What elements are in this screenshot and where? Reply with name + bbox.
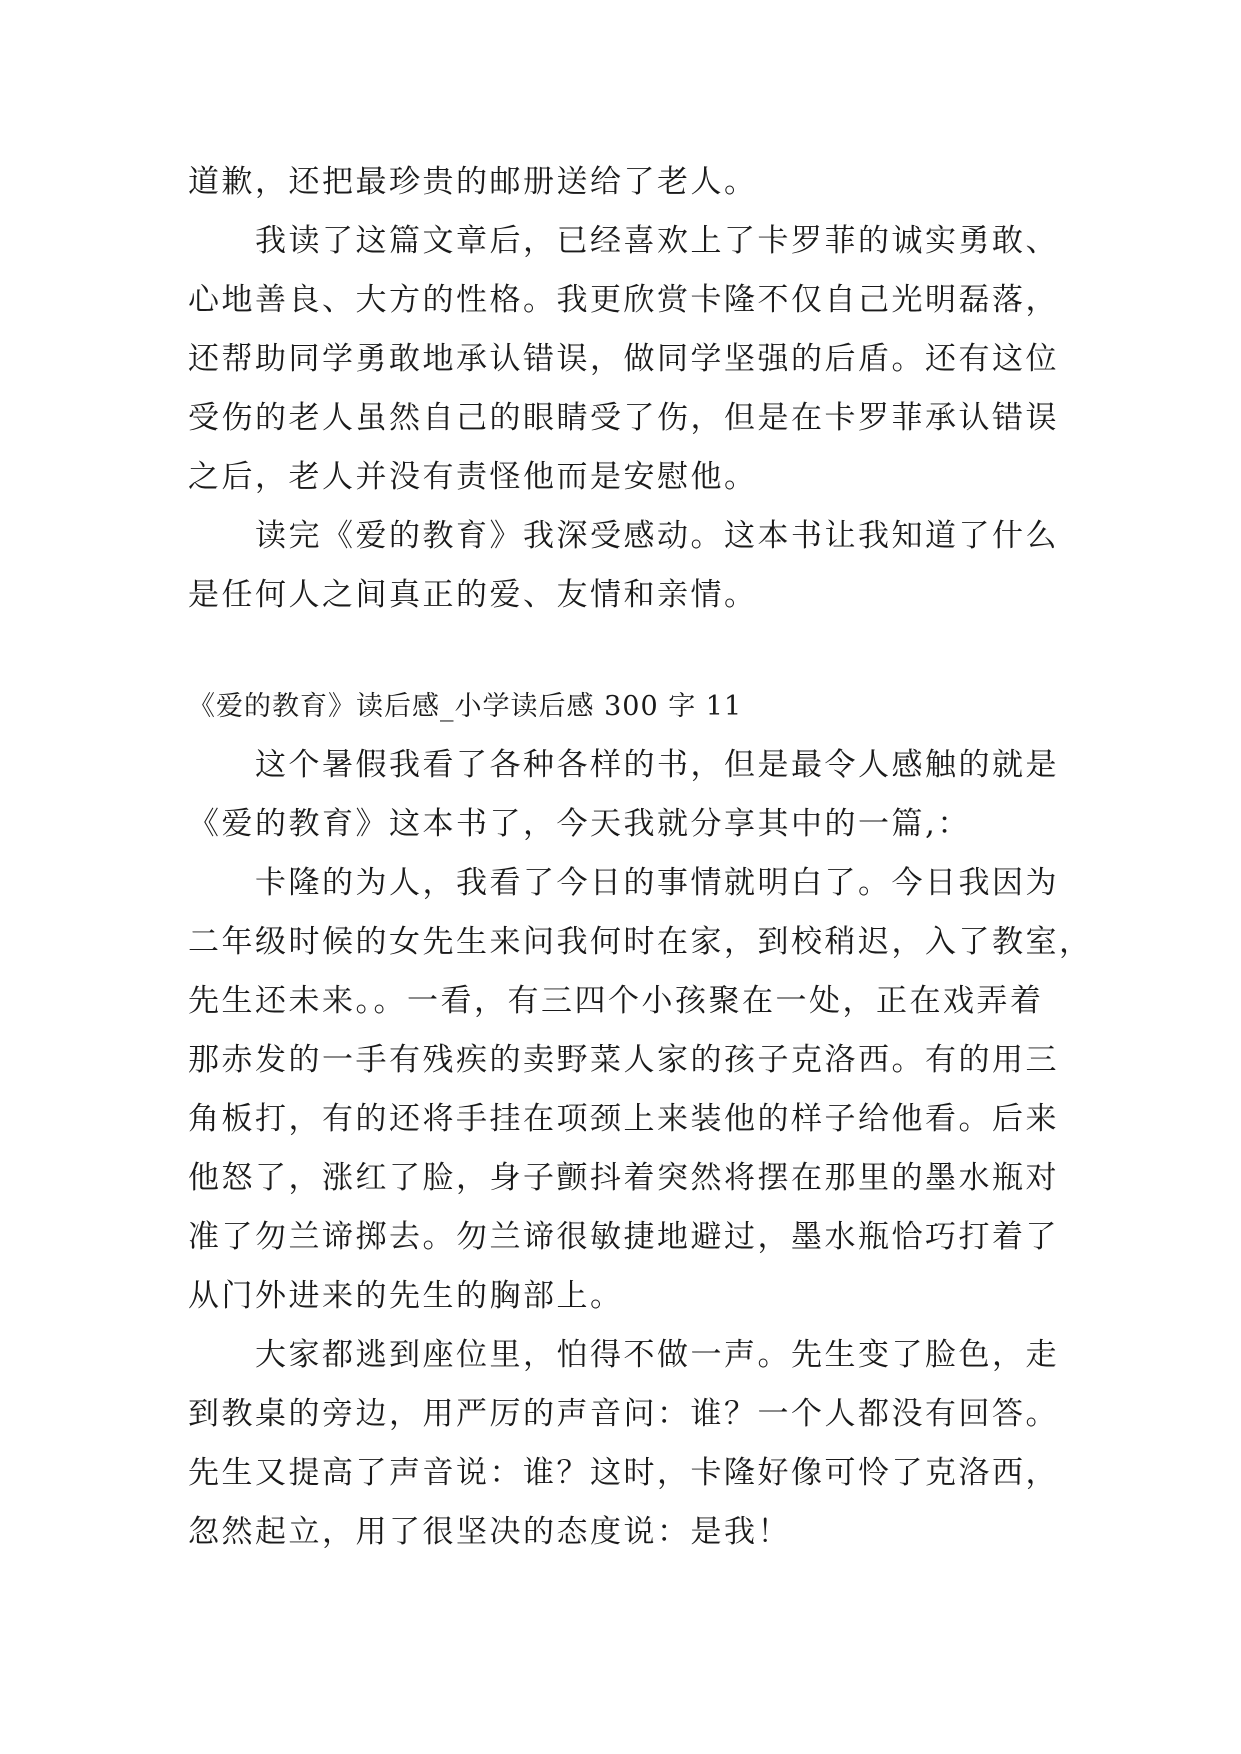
text-line: 读完《爱的教育》我深受感动。这本书让我知道了什么	[255, 518, 1059, 554]
text-line: 大家都逃到座位里，怕得不做一声。先生变了脸色，走	[255, 1337, 1059, 1373]
text-line: 是任何人之间真正的爱、友情和亲情。	[188, 577, 758, 613]
text-line: 先生还未来。。一看，有三四个小孩聚在一处，正在戏弄着	[188, 983, 1044, 1019]
text-line: 他怒了，涨红了脸，身子颤抖着突然将摆在那里的墨水瓶对	[188, 1160, 1059, 1196]
text-line: 那赤发的一手有残疾的卖野菜人家的孩子克洛西。有的用三	[188, 1042, 1059, 1078]
text-line: 卡隆的为人，我看了今日的事情就明白了。今日我因为	[255, 865, 1059, 901]
text-line: 受伤的老人虽然自己的眼睛受了伤，但是在卡罗菲承认错误	[188, 400, 1059, 436]
paragraph	[188, 153, 1148, 212]
text-line: 准了勿兰谛掷去。勿兰谛很敏捷地避过，墨水瓶恰巧打着了	[188, 1219, 1059, 1255]
text-line: 从门外进来的先生的胸部上。	[188, 1278, 624, 1314]
text-line: 角板打，有的还将手挂在项颈上来装他的样子给他看。后来	[188, 1101, 1059, 1137]
text-line: 先生又提高了声音说：谁？这时，卡隆好像可怜了克洛西，	[188, 1455, 1059, 1491]
paragraph	[188, 854, 1148, 1326]
paragraph	[188, 507, 1148, 625]
text-line: 道歉，还把最珍贵的邮册送给了老人。	[188, 164, 758, 200]
section-title: 《爱的教育》读后感_小学读后感 300 字 11	[188, 691, 743, 722]
paragraph	[188, 212, 1148, 507]
text-line: 这个暑假我看了各种各样的书，但是最令人感触的就是	[255, 747, 1059, 783]
text-line: 忽然起立，用了很坚决的态度说：是我！	[188, 1514, 791, 1550]
text-line: 到教桌的旁边，用严厉的声音问：谁？一个人都没有回答。	[188, 1396, 1059, 1432]
text-line: 之后，老人并没有责怪他而是安慰他。	[188, 459, 758, 495]
text-line: 我读了这篇文章后，已经喜欢上了卡罗菲的诚实勇敢、	[255, 223, 1059, 259]
paragraph	[188, 1326, 1148, 1562]
text-line: 心地善良、大方的性格。我更欣赏卡隆不仅自己光明磊落，	[188, 282, 1059, 318]
document-body	[188, 153, 1148, 1562]
paragraph	[188, 736, 1148, 854]
text-line: 还帮助同学勇敢地承认错误，做同学坚强的后盾。还有这位	[188, 341, 1059, 377]
text-line: 《爱的教育》这本书了，今天我就分享其中的一篇,：	[188, 806, 971, 842]
text-line: 二年级时候的女先生来问我何时在家，到校稍迟，入了教室，	[188, 924, 1093, 960]
